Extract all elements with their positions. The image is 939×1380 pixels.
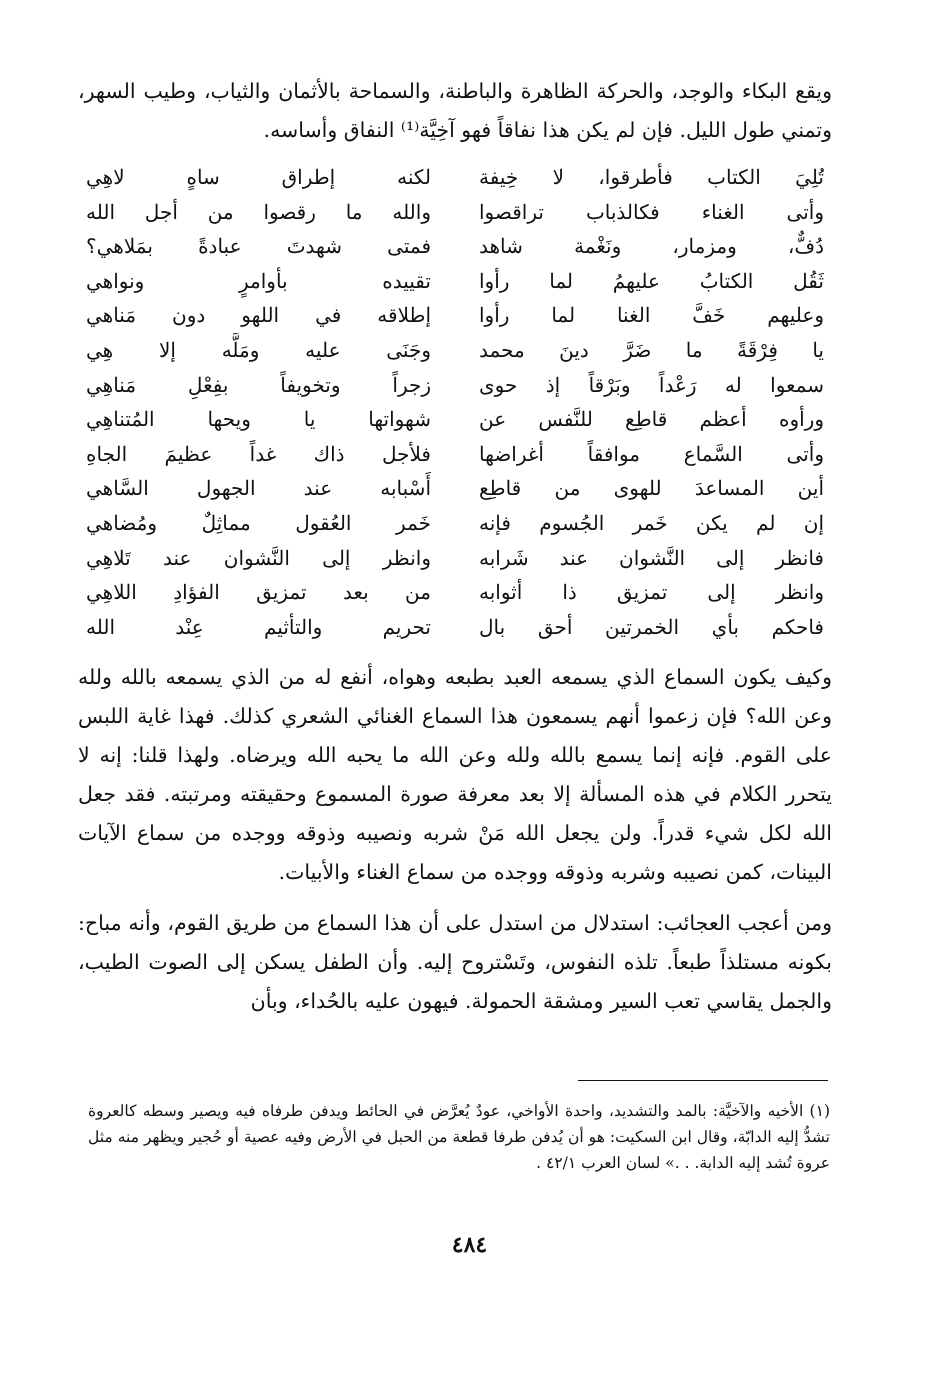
poem-hemistich: تقييده بأوامرٍ ونواهي [86,268,431,293]
poem-hemistich: دُفٌّ، ومزمار، ونَغْمة شاهد [479,234,824,259]
poem-hemistich: سمعوا له رَعْداً وبَرْقاً إذ حوى [479,372,824,397]
poem-hemistich: تُلِيَ الكتاب فأطرقوا، لا خِيفة [479,165,824,189]
poem-hemistich: فلأجل ذاك غداً عظيمَ الجاهِ [86,441,431,466]
poem-hemistich: وجَنَى عليه ومَلَّه إلا هِي [86,337,431,362]
poem-hemistich: فاحكم بأي الخمرتين أحق بال [479,614,824,639]
poem-hemistich: لكنه إطراق ساهٍ لاهِي [86,165,431,189]
poem-hemistich: تحريم والتأثيم عِنْد الله [86,614,431,639]
poem-hemistich: يا فِرْقَةً ما ضَرَّ دينَ محمد [479,337,824,362]
paragraph-sama: وكيف يكون السماع الذي يسمعه العبد بطبعه وهواه، أنفع له من الذي يسمعه بالله ولله وعن الله؟ فإن زعموا أنهم يسمعون هذا السماع الغنائي الشعري كذلك. فهذا غاية اللبس على القوم. فإنه إنما يسمع بالله ولله وعن الله ما يحبه الله ويرضاه. ولهذا قلنا: إنه لا يتحرر الكلام في هذه المسألة إلا بعد معرفة صورة المسموع وحقيقته ومرتبته. فقد جعل الله لكل شيء قدراً. ولن يجعل الله مَنْ شربه ونصيبه وذوقه ووجده من سماع الآيات البينات، كمن نصيبه وشربه وذوقه ووجده من سماع الغناء والأبيات. [78,665,832,885]
poem-left-column [86,160,431,644]
poem-hemistich: من بعد تمزيق الفؤادِ اللاهِي [86,580,431,605]
poem-hemistich: وانظر إلى تمزيق ذا أثوابه [479,580,824,605]
paragraph-wonders: ومن أعجب العجائب: استدلال من استدل على أن هذا السماع من طريق القوم، وأنه مباح: بكونه مستلذاً طبعاً. تلذه النفوس، وتَسْتروح إليه. وأن الطفل يسكن إلى الصوت الطيب، والجمل يقاسي تعب السير ومشقة الحمولة. فيهون عليه بالحُداء، وبأن [78,911,832,1014]
poem-hemistich: فانظر إلى النَّشوان عند شَرابه [479,545,824,570]
poem-hemistich: وانظر إلى النَّشوان عند تَلاهِي [86,545,431,570]
poem-hemistich: والله ما رقصوا من أجل الله [86,199,431,224]
poem-hemistich: ثَقُل الكتابُ عليهمُ لما رأوا [479,268,824,293]
poem-hemistich: ورأوه أعظم قاطِع للنَّفس عن [479,407,824,432]
intro-paragraph: ويقع البكاء والوجد، والحركة الظاهرة والباطنة، والسماحة بالأثمان والثياب، وطيب السهر، وتمني طول الليل. فإن لم يكن هذا نفاقاً فهو آخِيَّة⁽¹⁾ النفاق وأساسه. [78,79,832,142]
poem-hemistich: وأتى السَّماع موافقاً أغراضها [479,441,824,466]
footnote-separator [578,1080,828,1081]
poem [78,160,832,644]
poem-hemistich: وعليهم خَفَّ الغنا لما رأوا [479,303,824,328]
poem-hemistich: أين المساعدَ للهوى من قاطِع [479,476,824,501]
poem-hemistich: شهواتها يا ويحها المُتناهِي [86,407,431,432]
page-number: ٤٨٤ [451,1232,488,1258]
poem-hemistich: إن لم يكن خَمر الجُسوم فإنه [479,510,824,535]
poem-right-column [479,160,824,644]
page-body [78,70,832,1021]
poem-hemistich: فمتى شهدتَ عبادةً بمَلاهي؟ [86,234,431,259]
poem-hemistich: إطلاقه في اللهو دون مَناهي [86,303,431,328]
poem-hemistich: أَسْبابه عند الجهول السَّاهي [86,476,431,501]
poem-hemistich: زجراً وتخويفاً بفِعْلِ مَناهِي [86,372,431,397]
poem-hemistich: خَمر العُقول مماثِلٌ ومُضاهي [86,510,431,535]
poem-hemistich: وأتى الغناء فكالذباب تراقصوا [479,199,824,224]
footnote: (١) الأخيه والآخيَّة: بالمد والتشديد، واحدة الأواخي، عودٌ يُعرَّض في الحائط ويدفن طرفاه فيه ويصير وسطه كالعروة تشدُّ إليه الدابّة، وقال ابن السكيت: هو أن يُدفن طرفا قطعة من الحبل في الأرض وفيه عصية أو حُجير ويظهر منه مثل عروة تُشد إليه الدابة. . .» لسان العرب ٤٢/١ . [88,1102,830,1172]
